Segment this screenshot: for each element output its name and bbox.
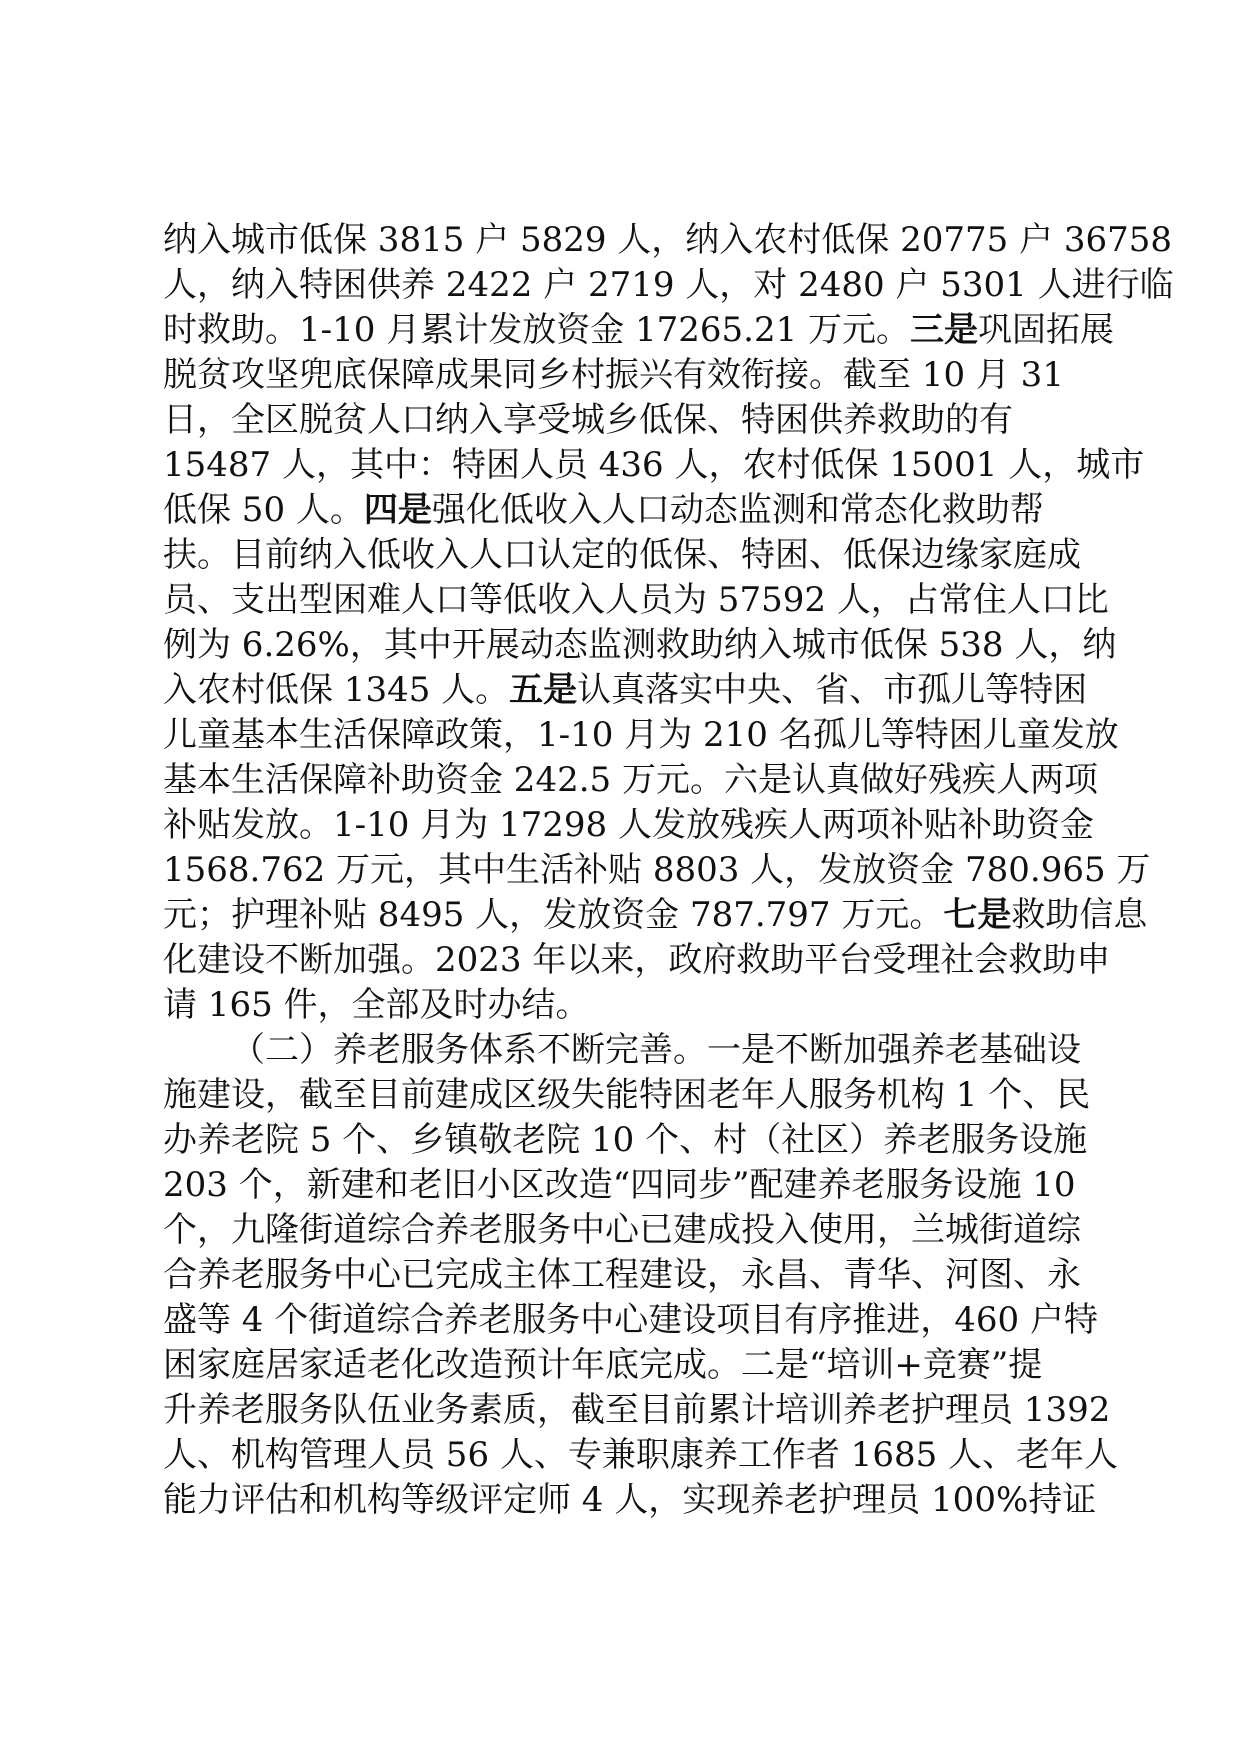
text-run: 员、支出型困难人口等低收入人员为 57592 人，占常住人口比 (163, 580, 1109, 620)
text-run: 入农村低保 1345 人。 (163, 670, 510, 710)
text-line (163, 758, 1098, 803)
text-line (163, 578, 1109, 623)
text-run: 15487 人，其中：特困人员 436 人，农村低保 15001 人，城市 (163, 445, 1145, 485)
text-line (163, 398, 1083, 443)
text-run: 扶。目前纳入低收入人口认定的低保、特困、低保边缘家庭成 (163, 535, 1081, 575)
text-line (163, 893, 1148, 938)
text-line (163, 1208, 1083, 1253)
text-line (163, 1478, 1097, 1523)
text-run: 认真落实中央、省、市孤儿等特困 (577, 670, 1088, 710)
text-run: 脱贫攻坚兜底保障成果同乡村振兴有效衔接。截至 10 月 31 (163, 355, 1064, 395)
bold-heading-run: 五是 (509, 670, 578, 710)
text-run: 203 个，新建和老旧小区改造“四同步”配建养老服务设施 10 (163, 1165, 1076, 1205)
text-run: 低保 50 人。 (163, 490, 364, 530)
text-run: 纳入城市低保 3815 户 5829 人，纳入农村低保 20775 户 36758 (163, 220, 1173, 260)
text-run: 请 165 件，全部及时办结。 (163, 985, 590, 1025)
text-line (163, 848, 1151, 893)
text-run: 元；护理补贴 8495 人，发放资金 787.797 万元。 (163, 895, 944, 935)
text-line (163, 803, 1094, 848)
text-run: 盛等 4 个街道综合养老服务中心建设项目有序推进，460 户特 (163, 1300, 1098, 1340)
text-run: 能力评估和机构等级评定师 4 人，实现养老护理员 100%持证 (163, 1480, 1097, 1520)
text-run: 施建设，截至目前建成区级失能特困老年人服务机构 1 个、民 (163, 1075, 1091, 1115)
text-run: 人，纳入特困供养 2422 户 2719 人，对 2480 户 5301 人进行临 (163, 265, 1174, 305)
text-run: 时救助。1-10 月累计发放资金 17265.21 万元。 (163, 310, 911, 350)
text-line (163, 713, 1119, 758)
text-run: 日，全区脱贫人口纳入享受城乡低保、特困供养救助的有 (163, 400, 1013, 440)
text-run: 巩固拓展 (978, 310, 1115, 350)
text-line (163, 983, 1083, 1028)
text-run: 基本生活保障补助资金 242.5 万元。六是认真做好残疾人两项 (163, 760, 1098, 800)
text-run: 1568.762 万元，其中生活补贴 8803 人，发放资金 780.965 万 (163, 850, 1151, 890)
bold-heading-run: 四是 (363, 490, 432, 530)
text-line (163, 1298, 1098, 1343)
bold-heading-run: 七是 (943, 895, 1012, 935)
text-run: 强化低收入人口动态监测和常态化救助帮 (431, 490, 1044, 530)
text-line (163, 1343, 1083, 1388)
text-run: 例为 6.26%，其中开展动态监测救助纳入城市低保 538 人，纳 (163, 625, 1117, 665)
document-body (163, 218, 1174, 1523)
text-run: 困家庭居家适老化改造预计年底完成。二是“培训+竞赛”提 (163, 1345, 1043, 1385)
text-run: 个，九隆街道综合养老服务中心已建成投入使用，兰城街道综 (163, 1210, 1081, 1250)
text-run: 合养老服务中心已完成主体工程建设，永昌、青华、河图、永 (163, 1255, 1081, 1295)
text-line (163, 938, 1111, 983)
text-line (163, 668, 1088, 713)
text-line (163, 218, 1173, 263)
text-run: 化建设不断加强。2023 年以来，政府救助平台受理社会救助申 (163, 940, 1111, 980)
text-line (163, 443, 1145, 488)
text-line (163, 1253, 1083, 1298)
text-run: 儿童基本生活保障政策，1-10 月为 210 名孤儿等特困儿童发放 (163, 715, 1119, 755)
text-line (163, 1118, 1088, 1163)
text-run: 办养老院 5 个、乡镇敬老院 10 个、村（社区）养老服务设施 (163, 1120, 1088, 1160)
text-line (163, 1388, 1111, 1433)
bold-heading-run: 三是 (910, 310, 979, 350)
text-run: 救助信息 (1011, 895, 1148, 935)
text-run: 补贴发放。1-10 月为 17298 人发放残疾人两项补贴补助资金 (163, 805, 1094, 845)
text-run: （二）养老服务体系不断完善。一是不断加强养老基础设 (231, 1030, 1081, 1070)
text-line (163, 488, 1083, 533)
text-line (163, 1028, 1083, 1073)
text-line (163, 533, 1083, 578)
text-line (163, 1433, 1119, 1478)
text-run: 升养老服务队伍业务素质，截至目前累计培训养老护理员 1392 (163, 1390, 1111, 1430)
text-line (163, 623, 1117, 668)
text-line (163, 1163, 1083, 1208)
text-line (163, 1073, 1091, 1118)
text-line (163, 263, 1174, 308)
text-run: 人、机构管理人员 56 人、专兼职康养工作者 1685 人、老年人 (163, 1435, 1119, 1475)
text-line (163, 308, 1115, 353)
text-line (163, 353, 1083, 398)
